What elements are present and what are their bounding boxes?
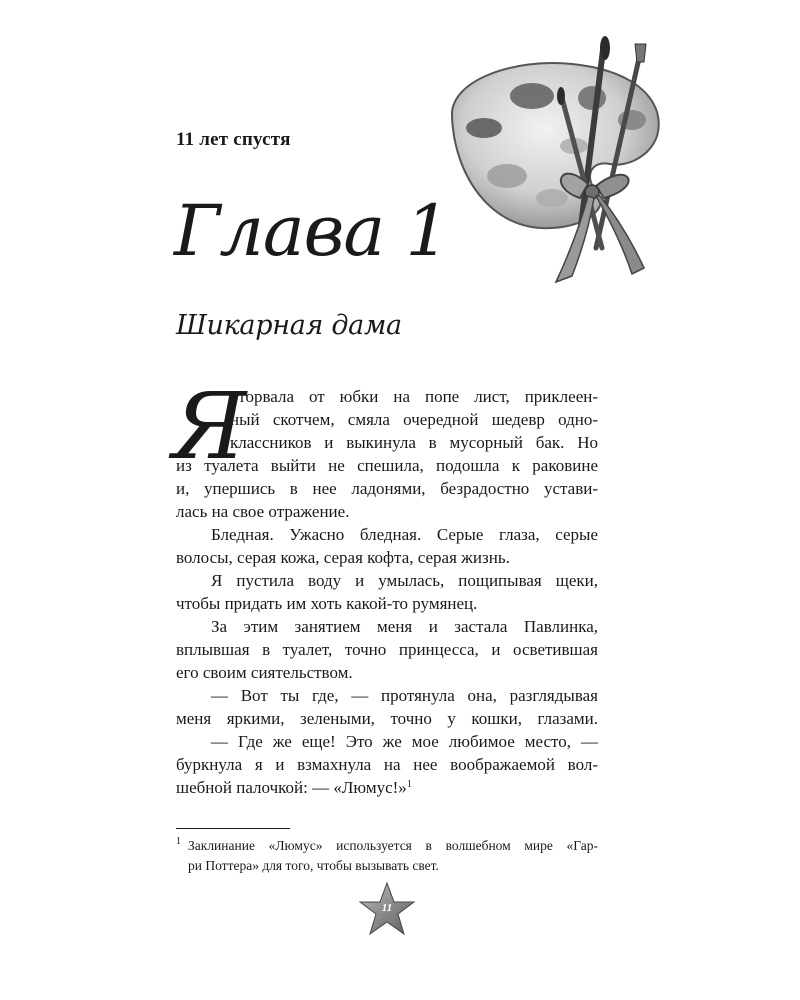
drop-cap: Я <box>172 373 247 480</box>
chapter-subtitle: Шикарная дама <box>176 310 402 341</box>
text-line: классников и выкинула в мусорный бак. Но <box>230 433 598 452</box>
text-line: За этим занятием меня и застала Павлинка, <box>211 617 598 636</box>
text-line: волосы, серая кожа, серая кофта, серая жизнь. <box>176 548 510 567</box>
text-line: — Где же еще! Это же мое любимое место, — <box>211 732 598 751</box>
text-line: чтобы придать им хоть какой-то румянец. <box>176 594 478 613</box>
chapter-title: Глава 1 <box>174 190 449 272</box>
text-line: лась на свое отражение. <box>176 502 350 521</box>
text-line: ный скотчем, смяла очередной шедевр одно- <box>230 410 598 429</box>
text-line: и, упершись в нее ладонями, безрадостно устави- <box>176 479 598 498</box>
text-line: вплывшая в туалет, точно принцесса, и осветившая <box>176 640 598 659</box>
text-line: буркнула я и взмахнула на нее воображаемой вол- <box>176 755 598 774</box>
footnote-line: ри Поттера» для того, чтобы вызывать свет. <box>188 858 439 873</box>
text-line: меня яркими, зелеными, точно у кошки, глазами. <box>176 709 598 728</box>
text-line: из туалета выйти не спешила, подошла к раковине <box>176 456 598 475</box>
page-number: 11 <box>381 902 393 914</box>
text-line: его своим сиятельством. <box>176 663 353 682</box>
text-line: Я пустила воду и умылась, пощипывая щеки, <box>211 571 598 590</box>
footnote-marker: 1 <box>176 836 181 847</box>
footnote-divider <box>176 828 290 829</box>
text-line: оторвала от юбки на попе лист, приклеен- <box>230 387 598 406</box>
chapter-prelude: 11 лет спустя <box>176 129 291 150</box>
footnote-line: Заклинание «Люмус» используется в волшебном мире «Гар- <box>188 838 598 853</box>
footnote-reference[interactable]: 1 <box>406 779 412 790</box>
text-line: Бледная. Ужасно бледная. Серые глаза, серые <box>211 525 598 544</box>
palette-with-brushes-icon <box>432 36 672 292</box>
text-line-last <box>176 779 412 796</box>
text-line: — Вот ты где, — протянула она, разглядывая <box>211 686 598 705</box>
text-line: шебной палочкой: — «Люмус!» <box>176 778 407 797</box>
